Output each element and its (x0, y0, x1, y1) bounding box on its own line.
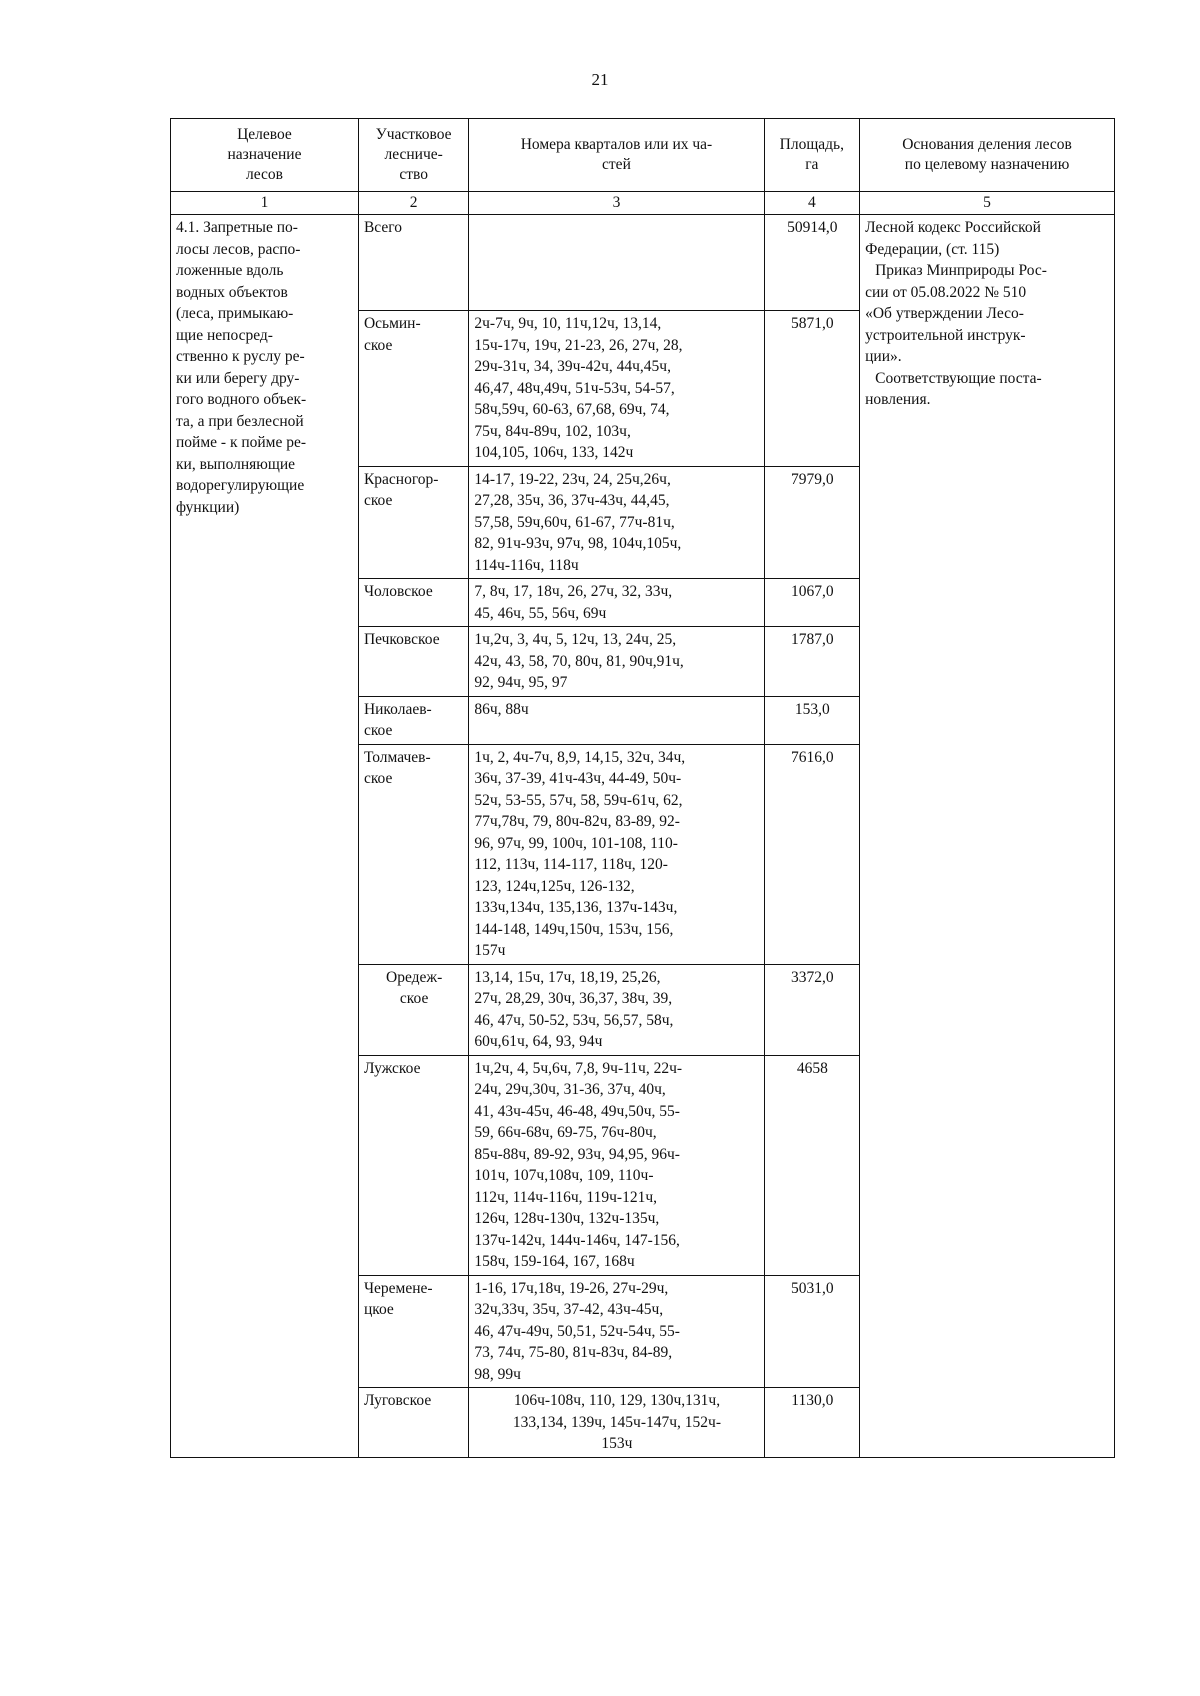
basis-resolutions: Соответствующие поста- новления. (865, 369, 1042, 408)
purpose-cell: 4.1. Запретные по- лосы лесов, распо- ложенные вдоль водных объектов (леса, примыкаю- щие непосред- ственно к руслу ре- ки или берегу дру- гого водного объек- та, а при безлесной пойме - к пойме ре- ки, выполняющие водорегулирующие функции) (171, 215, 359, 1458)
forestry-cell: Оредеж- ское (358, 964, 468, 1055)
area-cell: 3372,0 (764, 964, 860, 1055)
forestry-cell: Лужское (358, 1055, 468, 1275)
forestry-cell: Печковское (358, 627, 468, 697)
area-cell: 5871,0 (764, 311, 860, 467)
column-number: 5 (860, 192, 1115, 215)
quarters-cell: 1ч,2ч, 4, 5ч,6ч, 7,8, 9ч-11ч, 22ч- 24ч, 29ч,30ч, 31-36, 37ч, 40ч, 41, 43ч-45ч, 46-48, 49ч,50ч, 55- 59, 66ч-68ч, 69-75, 76ч-80ч, 85ч-88ч, 89-92, 93ч, 94,95, 96ч- 101ч, 107ч,108ч, 109, 110ч- 112ч, 114ч-116ч, 119ч-121ч, 126ч, 128ч-130ч, 132ч-135ч, 137ч-142ч, 144ч-146ч, 147-156, 158ч, 159-164, 167, 168ч (469, 1055, 764, 1275)
area-cell: 7979,0 (764, 466, 860, 579)
basis-cell (860, 215, 1115, 1458)
column-number: 3 (469, 192, 764, 215)
forestry-cell: Луговское (358, 1388, 468, 1458)
area-cell: 5031,0 (764, 1275, 860, 1388)
quarters-cell: 1ч,2ч, 3, 4ч, 5, 12ч, 13, 24ч, 25, 42ч, 43, 58, 70, 80ч, 81, 90ч,91ч, 92, 94ч, 95, 97 (469, 627, 764, 697)
quarters-cell: 106ч-108ч, 110, 129, 130ч,131ч, 133,134, 139ч, 145ч-147ч, 152ч- 153ч (469, 1388, 764, 1458)
quarters-cell: 7, 8ч, 17, 18ч, 26, 27ч, 32, 33ч, 45, 46ч, 55, 56ч, 69ч (469, 579, 764, 627)
area-cell: 1787,0 (764, 627, 860, 697)
area-cell: 153,0 (764, 696, 860, 744)
column-number: 4 (764, 192, 860, 215)
forestry-cell: Всего (358, 215, 468, 311)
column-number: 2 (358, 192, 468, 215)
quarters-cell (469, 215, 764, 311)
basis-order: Приказ Минприроды Рос- сии от 05.08.2022 № 510 «Об утверждении Лесо- устроительной инструк- ции». (865, 262, 1047, 365)
forestry-cell: Толмачев- ское (358, 744, 468, 964)
quarters-cell: 1-16, 17ч,18ч, 19-26, 27ч-29ч, 32ч,33ч, 35ч, 37-42, 43ч-45ч, 46, 47ч-49ч, 50,51, 52ч-54ч, 55- 73, 74ч, 75-80, 81ч-83ч, 84-89, 98, 99ч (469, 1275, 764, 1388)
forestry-cell: Черемене- цкое (358, 1275, 468, 1388)
header-area: Площадь, га (764, 119, 860, 192)
header-purpose: Целевое назначение лесов (171, 119, 359, 192)
area-cell: 7616,0 (764, 744, 860, 964)
area-cell: 1130,0 (764, 1388, 860, 1458)
forestry-cell: Осьмин- ское (358, 311, 468, 467)
header-forestry: Участковое лесниче- ство (358, 119, 468, 192)
column-number: 1 (171, 192, 359, 215)
table-row (171, 215, 1115, 311)
page-number: 21 (591, 70, 609, 89)
forestry-cell: Николаев- ское (358, 696, 468, 744)
column-number-row (171, 192, 1115, 215)
area-cell: 50914,0 (764, 215, 860, 311)
header-quarters: Номера кварталов или их ча- стей (469, 119, 764, 192)
forestry-cell: Чоловское (358, 579, 468, 627)
quarters-cell: 1ч, 2, 4ч-7ч, 8,9, 14,15, 32ч, 34ч, 36ч, 37-39, 41ч-43ч, 44-49, 50ч- 52ч, 53-55, 57ч, 58, 59ч-61ч, 62, 77ч,78ч, 79, 80ч-82ч, 83-89, 92- 96, 97ч, 99, 100ч, 101-108, 110- 112, 113ч, 114-117, 118ч, 120- 123, 124ч,125ч, 126-132, 133ч,134ч, 135,136, 137ч-143ч, 144-148, 149ч,150ч, 153ч, 156, 157ч (469, 744, 764, 964)
quarters-cell: 13,14, 15ч, 17ч, 18,19, 25,26, 27ч, 28,29, 30ч, 36,37, 38ч, 39, 46, 47ч, 50-52, 53ч, 56,57, 58ч, 60ч,61ч, 64, 93, 94ч (469, 964, 764, 1055)
quarters-cell: 14-17, 19-22, 23ч, 24, 25ч,26ч, 27,28, 35ч, 36, 37ч-43ч, 44,45, 57,58, 59ч,60ч, 61-67, 77ч-81ч, 82, 91ч-93ч, 97ч, 98, 104ч,105ч, 114ч-116ч, 118ч (469, 466, 764, 579)
forest-purpose-table (170, 118, 1115, 1458)
forestry-cell: Красногор- ское (358, 466, 468, 579)
area-cell: 1067,0 (764, 579, 860, 627)
quarters-cell: 2ч-7ч, 9ч, 10, 11ч,12ч, 13,14, 15ч-17ч, 19ч, 21-23, 26, 27ч, 28, 29ч-31ч, 34, 39ч-42ч, 44ч,45ч, 46,47, 48ч,49ч, 51ч-53ч, 54-57, 58ч,59ч, 60-63, 67,68, 69ч, 74, 75ч, 84ч-89ч, 102, 103ч, 104,105, 106ч, 133, 142ч (469, 311, 764, 467)
table-header-row (171, 119, 1115, 192)
area-cell: 4658 (764, 1055, 860, 1275)
quarters-cell: 86ч, 88ч (469, 696, 764, 744)
basis-law: Лесной кодекс Российской Федерации, (ст. 115) (865, 219, 1041, 258)
header-basis: Основания деления лесов по целевому назначению (860, 119, 1115, 192)
